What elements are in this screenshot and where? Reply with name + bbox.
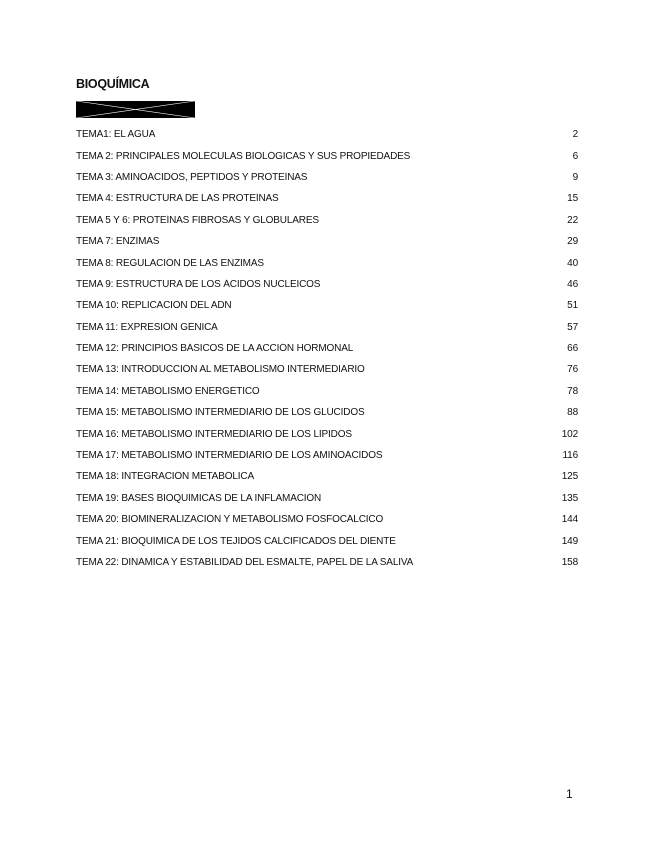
toc-entry-title: TEMA 12: PRINCIPIOS BÁSICOS DE LA ACCIÓN HORMONAL (76, 343, 354, 355)
toc-entry-page: 15 (567, 193, 578, 205)
toc-entry[interactable] (76, 466, 578, 487)
document-title: BIOQUÍMICA (76, 77, 150, 91)
toc-entry-page: 6 (572, 150, 578, 162)
toc-entry[interactable] (76, 530, 578, 551)
toc-entry-title: TEMA 22: DINÁMICA Y ESTABILIDAD DEL ESMALTE, PAPEL DE LA SALIVA (76, 557, 414, 568)
toc-entry-page: 57 (567, 321, 578, 333)
toc-entry-title: TEMA 14: METABOLISMO ENERGÉTICO (76, 385, 260, 397)
toc-entry[interactable] (76, 402, 578, 423)
toc-entry-title: TEMA 15: METABOLISMO INTERMEDIARIO DE LOS GLÚCIDOS (76, 407, 365, 419)
toc-entry[interactable] (76, 145, 578, 166)
redaction-cross-icon (76, 101, 195, 118)
toc-entry-page: 29 (567, 236, 578, 248)
toc-entry-title: TEMA 16: METABOLISMO INTERMEDIARIO DE LOS LÍPIDOS (76, 428, 352, 440)
toc-entry-title: TEMA 10: REPLICACIÓN DEL ADN (76, 300, 232, 312)
toc-entry[interactable] (76, 338, 578, 359)
toc-entry[interactable] (76, 252, 578, 273)
toc-entry[interactable] (76, 188, 578, 209)
toc-entry-page: 102 (561, 428, 578, 440)
toc-entry[interactable] (76, 317, 578, 338)
toc-entry-page: 66 (567, 343, 578, 355)
toc-entry-page: 78 (567, 385, 578, 397)
toc-entry-title: TEMA 3: AMINOÁCIDOS, PÉPTIDOS Y PROTEÍNAS (76, 171, 308, 183)
toc-entry-page: 51 (567, 300, 578, 312)
toc-entry-title: TEMA 9: ESTRUCTURA DE LOS ÁCIDOS NUCLEICOS (76, 278, 321, 290)
toc-entry-page: 9 (572, 171, 578, 183)
toc-entry-page: 88 (567, 407, 578, 419)
toc-entry-page: 135 (561, 492, 578, 504)
toc-entry-title: TEMA 17: METABOLISMO INTERMEDIARIO DE LOS AMINOÁCIDOS (76, 450, 383, 462)
toc-entry-page: 149 (561, 535, 578, 547)
toc-entry-title: TEMA1: EL AGUA (76, 129, 156, 141)
toc-entry-title: TEMA 13: INTRODUCCIÓN AL METABOLISMO INTERMEDIARIO (76, 364, 365, 376)
toc-entry-title: TEMA 19: BASES BIOQUÍMICAS DE LA INFLAMACIÓN (76, 492, 322, 504)
toc-entry[interactable] (76, 231, 578, 252)
toc-entry-page: 2 (572, 129, 578, 141)
toc-entry-page: 40 (567, 257, 578, 269)
toc-entry-page: 144 (561, 514, 578, 526)
toc-entry[interactable] (76, 359, 578, 380)
toc-entry-page: 125 (561, 471, 578, 483)
toc-entry-page: 76 (567, 364, 578, 376)
toc-entry[interactable] (76, 509, 578, 530)
toc-entry-title: TEMA 2: PRINCIPALES MOLÉCULAS BIOLÓGICAS Y SUS PROPIEDADES (76, 150, 411, 162)
redacted-block (76, 101, 195, 118)
toc-entry-title: TEMA 4: ESTRUCTURA DE LAS PROTEÍNAS (76, 193, 279, 205)
toc-entry-title: TEMA 21: BIOQUÍMICA DE LOS TEJIDOS CALCIFICADOS DEL DIENTE (76, 535, 396, 547)
toc-entry-title: TEMA 8: REGULACIÓN DE LAS ENZIMAS (76, 257, 264, 269)
toc-entry[interactable] (76, 423, 578, 444)
toc-entry[interactable] (76, 552, 578, 573)
toc-entry[interactable] (76, 274, 578, 295)
toc-entry[interactable] (76, 488, 578, 509)
toc-entry[interactable] (76, 124, 578, 145)
toc-entry-title: TEMA 5 Y 6: PROTEÍNAS FIBROSAS Y GLOBULARES (76, 214, 319, 226)
toc-entry[interactable] (76, 381, 578, 402)
toc-entry[interactable] (76, 210, 578, 231)
toc-entry-page: 22 (567, 214, 578, 226)
toc-entry-title: TEMA 11: EXPRESIÓN GÉNICA (76, 321, 218, 333)
toc-entry-page: 116 (562, 450, 578, 462)
page-number: 1 (566, 787, 573, 801)
toc-entry-page: 46 (567, 278, 578, 290)
toc-entry[interactable] (76, 295, 578, 316)
toc-entry-title: TEMA 7: ENZIMAS (76, 236, 160, 248)
toc-entry-title: TEMA 18: INTEGRACIÓN METABÓLICA (76, 471, 254, 483)
toc-entry-title: TEMA 20: BIOMINERALIZACIÓN Y METABOLISMO FOSFOCÁLCICO (76, 514, 384, 526)
toc-entry[interactable] (76, 445, 578, 466)
toc-entry-page: 158 (561, 557, 578, 568)
toc-entry[interactable] (76, 167, 578, 188)
table-of-contents (76, 124, 578, 573)
